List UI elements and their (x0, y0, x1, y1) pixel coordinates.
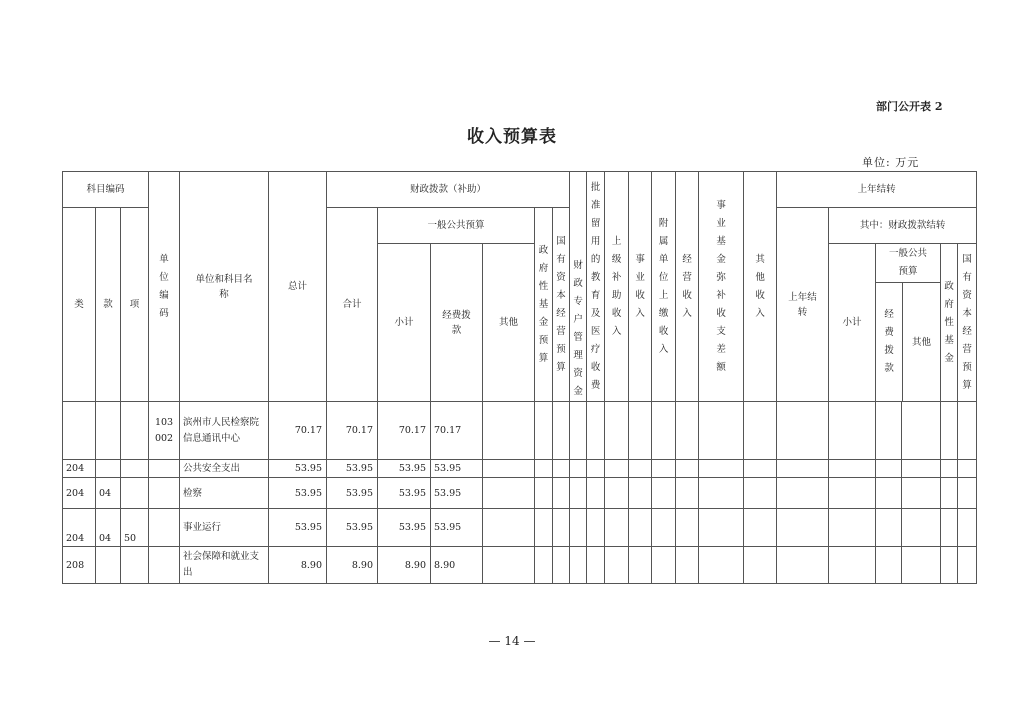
cell-total: 8.90 (269, 547, 327, 584)
header-xiang: 项 (121, 208, 149, 402)
cell-expense: 70.17 (431, 402, 483, 460)
cell-xiang (121, 460, 149, 478)
cell-kuan: 04 (96, 509, 121, 547)
header-affiliated-income: 附属单位上缴收入 (652, 172, 676, 402)
header-kuan: 款 (96, 208, 121, 402)
cell-kuan: 04 (96, 478, 121, 509)
cell-unit-code (149, 509, 180, 547)
cell-unit-name: 公共安全支出 (180, 460, 269, 478)
header-other: 其他 (483, 244, 535, 402)
header-carryover: 上年结转 (777, 172, 977, 208)
header-expense: 经费拨款 (431, 244, 483, 402)
cell-small-total: 8.90 (378, 547, 431, 584)
cell-fiscal-subtotal: 8.90 (327, 547, 378, 584)
header-fiscal: 财政拨款（补助） (327, 172, 570, 208)
header-total: 总计 (269, 172, 327, 402)
income-budget-table (62, 171, 977, 584)
header-state-capital: 国有资本经营预算 (553, 208, 570, 402)
cell-unit-name: 检察 (180, 478, 269, 509)
cell-fiscal-subtotal: 53.95 (327, 509, 378, 547)
header-carry-subtotal: 小计 (829, 244, 876, 402)
cell-small-total: 53.95 (378, 478, 431, 509)
cell-lei: 204 (63, 509, 96, 547)
cell-kuan (96, 402, 121, 460)
header-carryover-sub: 上年结转 (777, 208, 829, 402)
cell-unit-code (149, 478, 180, 509)
cell-lei: 208 (63, 547, 96, 584)
cell-unit-code: 103002 (149, 402, 180, 460)
header-unit-code: 单位编码 (149, 172, 180, 402)
header-unit-name: 单位和科目名称 (180, 172, 269, 402)
header-carry-gov-fund: 政府性基金 (941, 244, 958, 402)
cell-small-total: 70.17 (378, 402, 431, 460)
header-fiscal-carryover: 其中：财政拨款结转 (829, 208, 977, 244)
header-small-total: 小计 (378, 244, 431, 402)
header-other-income: 其他收入 (744, 172, 777, 402)
cell-xiang (121, 547, 149, 584)
cell-fiscal-subtotal: 53.95 (327, 460, 378, 478)
page-number: — 14 — (488, 634, 536, 648)
header-approved-medical: 批准留用的教育及医疗收费 (587, 172, 605, 402)
header-carry-state-capital: 国有资本经营预算 (958, 244, 977, 402)
header-general-budget: 一般公共预算 (378, 208, 535, 244)
header-subject-code: 科目编码 (63, 172, 149, 208)
table-row (63, 402, 977, 460)
header-business-income: 事业收入 (629, 172, 652, 402)
header-special-account: 财政专户管理资金 (570, 172, 587, 402)
unit-label: 单位: 万元 (862, 156, 920, 169)
header-carry-other: 其他 (912, 336, 932, 348)
cell-expense: 53.95 (431, 509, 483, 547)
cell-fiscal-subtotal: 53.95 (327, 478, 378, 509)
cell-kuan (96, 460, 121, 478)
header-carry-general: 一般公共预算 经费拨款 其他 (876, 244, 941, 402)
page-title: 收入预算表 (467, 127, 557, 147)
cell-unit-name: 事业运行 (180, 509, 269, 547)
table-row (63, 547, 977, 584)
cell-total: 53.95 (269, 460, 327, 478)
header-operating-income: 经营收入 (676, 172, 699, 402)
header-lei: 类 (63, 208, 96, 402)
cell-kuan (96, 547, 121, 584)
cell-lei: 204 (63, 460, 96, 478)
cell-unit-code (149, 460, 180, 478)
document-label: 部门公开表 2 (876, 100, 943, 113)
cell-total: 53.95 (269, 509, 327, 547)
table-row (63, 509, 977, 547)
cell-lei (63, 402, 96, 460)
cell-expense: 53.95 (431, 478, 483, 509)
header-superior-subsidy: 上级补助收入 (605, 172, 629, 402)
cell-unit-name: 滨州市人民检察院信息通讯中心 (180, 402, 269, 460)
cell-expense: 8.90 (431, 547, 483, 584)
cell-xiang: 50 (121, 509, 149, 547)
cell-unit-name: 社会保障和就业支出 (180, 547, 269, 584)
table-row (63, 460, 977, 478)
cell-total: 70.17 (269, 402, 327, 460)
cell-small-total: 53.95 (378, 460, 431, 478)
cell-fiscal-subtotal: 70.17 (327, 402, 378, 460)
cell-lei: 204 (63, 478, 96, 509)
table-row (63, 478, 977, 509)
header-fund-gap: 事业基金弥补收支差额 (699, 172, 744, 402)
cell-total: 53.95 (269, 478, 327, 509)
header-gov-fund: 政府性基金预算 (535, 208, 553, 402)
cell-unit-code (149, 547, 180, 584)
header-fiscal-subtotal: 合计 (327, 208, 378, 402)
cell-small-total: 53.95 (378, 509, 431, 547)
header-carry-expense: 经费拨款 (884, 309, 894, 374)
cell-xiang (121, 478, 149, 509)
cell-expense: 53.95 (431, 460, 483, 478)
cell-xiang (121, 402, 149, 460)
